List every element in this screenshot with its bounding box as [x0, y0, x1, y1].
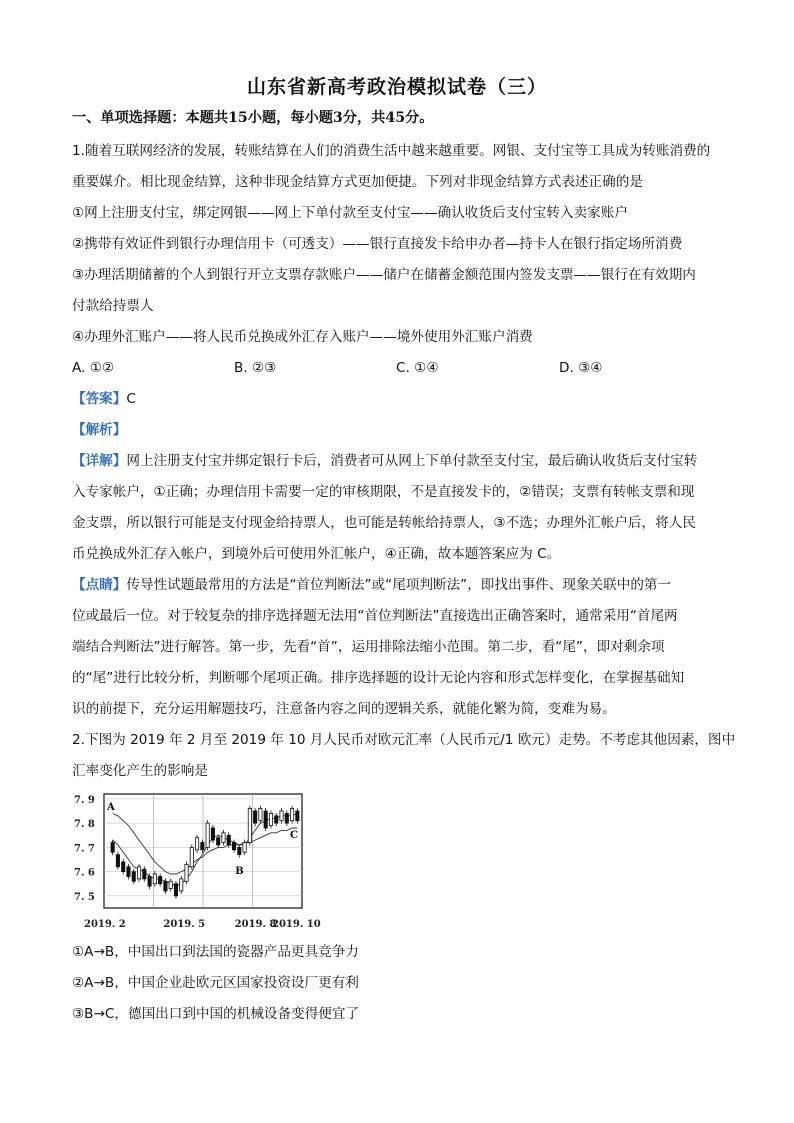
candle-body [111, 843, 114, 853]
q1-tip-line3: 端结合判断法”进行解答。第一步，先看“首”，运用排除法缩小范围。第二步，看“尾”，即对剩余项 [72, 639, 665, 655]
point-label-a: A [107, 802, 115, 814]
q2-statement-2: ②A→B，中国企业赴欧元区国家投资设厂更有利 [72, 975, 359, 991]
x-tick-label: 2019. 10 [272, 919, 321, 930]
candle-body [122, 862, 125, 872]
candle-body [290, 809, 293, 821]
candle-body [222, 833, 225, 843]
candle-body [174, 884, 177, 896]
q1-detail-line3: 金支票，所以银行可能是支付现金给持票人，也可能是转帐给持票人，③不选；办理外汇帐户后，将人民 [72, 515, 696, 531]
candle-body [280, 811, 283, 821]
point-label-b: B [235, 866, 244, 878]
q1-tip-line5: 识的前提下，充分运用解题技巧，注意备内容之间的逻辑关系，就能化繁为简，变难为易。 [72, 701, 616, 717]
x-tick-label: 2019. 8 [234, 919, 277, 930]
q1-statement-4: ④办理外汇账户——将人民币兑换成外汇存入账户——境外使用外汇账户消费 [72, 329, 533, 345]
q1-statement-2: ②携带有效证件到银行办理信用卡（可透支）——银行直接发卡给申办者—持卡人在银行指定场所消费 [72, 236, 683, 252]
q1-option-a: A. ①② [72, 360, 115, 376]
tip-text-1: 传导性试题最常用的方法是“首位判断法”或“尾项判断法”，即找出事件、现象关联中的第一 [126, 577, 672, 593]
point-label-c: C [290, 829, 298, 841]
candle-body [159, 876, 162, 883]
candle-body [269, 813, 272, 825]
q1-answer [72, 389, 136, 409]
candle-body [238, 847, 241, 854]
q1-detail-line2: 入专家帐户，①正确；办理信用卡需要一定的审核期限，不是直接发卡的，②错误；支票有转帐支票和现 [72, 484, 695, 500]
candle-body [190, 847, 193, 866]
q1-tip-line1 [72, 575, 671, 595]
q1-detail-line4: 币兑换成外汇存入帐户，到境外后可使用外汇帐户，④正确，故本题答案应为 C。 [72, 546, 561, 562]
candle-body [153, 874, 156, 884]
q2-stem-line1: 2.下图为 2019 年 2 月至 2019 年 10 月人民币对欧元汇率（人民币元/1 欧元）走势。不考虑其他因素，图中 [72, 732, 736, 748]
q2-stem-line2: 汇率变化产生的影响是 [72, 763, 208, 779]
candle-body [217, 838, 220, 845]
candle-body [285, 813, 288, 823]
candle-body [211, 828, 214, 840]
candle-body [248, 809, 251, 843]
q1-statement-3a: ③办理活期储蓄的个人到银行开立支票存款账户——储户在储蓄金额范围内签发支票——银行在有效期内 [72, 267, 696, 283]
detail-tag: 【详解】 [72, 453, 127, 469]
candle-body [206, 823, 209, 847]
candle-body [132, 872, 135, 882]
section-heading: 一、单项选择题：本题共15小题，每小题3分，共45分。 [72, 110, 434, 126]
q1-option-d: D. ③④ [559, 360, 603, 376]
candle-body [195, 838, 198, 850]
y-tick-label: 7. 8 [74, 819, 95, 831]
y-tick-label: 7. 7 [74, 843, 95, 855]
page-title: 山东省新高考政治模拟试卷（三） [246, 76, 547, 98]
candle-body [227, 835, 230, 845]
q1-option-b: B. ②③ [234, 360, 277, 376]
q1-statement-3b: 付款给持票人 [72, 298, 154, 314]
candle-body [275, 816, 278, 823]
candle-body [164, 881, 167, 891]
q2-statement-1: ①A→B，中国出口到法国的瓷器产品更具竞争力 [72, 944, 359, 960]
candle-body [201, 843, 204, 850]
candle-body [232, 843, 235, 850]
candle-body [259, 809, 262, 821]
q1-tip-line4: 的“尾”进行比较分析，判断哪个尾项正确。排序选择题的设计无论内容和形式怎样变化，在掌握基础知 [72, 670, 685, 686]
q1-detail-line1 [72, 451, 697, 471]
candle-body [254, 811, 257, 823]
candle-body [143, 869, 146, 879]
y-tick-label: 7. 6 [74, 867, 95, 879]
candle-body [137, 867, 140, 879]
candle-body [264, 811, 267, 828]
candle-body [185, 864, 188, 881]
q1-statement-1: ①网上注册支付宝，绑定网银——网上下单付款至支付宝——确认收货后支付宝转入卖家账户 [72, 205, 628, 221]
candle-body [296, 811, 299, 821]
q1-option-c: C. ①④ [396, 360, 439, 376]
answer-tag: 【答案】 [72, 391, 127, 407]
exchange-rate-chart [72, 788, 332, 933]
q2-statement-3: ③B→C，德国出口到中国的机械设备变得便宜了 [72, 1006, 360, 1022]
candle-body [116, 855, 119, 867]
candle-body [169, 881, 172, 888]
detail-text-1: 网上注册支付宝并绑定银行卡后，消费者可从网上下单付款至支付宝，最后确认收货后支付宝转 [126, 453, 698, 469]
q1-stem-line1: 1.随着互联网经济的发展，转账结算在人们的消费生活中越来越重要。网银、支付宝等工具成为转账消费的 [72, 143, 711, 159]
q1-analysis [72, 420, 126, 440]
x-tick-label: 2019. 5 [163, 919, 206, 930]
y-tick-label: 7. 9 [74, 794, 95, 806]
candle-body [243, 843, 246, 853]
answer-value: C [126, 391, 136, 407]
tip-tag: 【点睛】 [72, 577, 127, 593]
analysis-tag: 【解析】 [72, 422, 127, 438]
q1-tip-line2: 位或最后一位。对于较复杂的排序选择题无法用“首位判断法”直接选出正确答案时，通常采用“首尾两 [72, 608, 678, 624]
candle-body [180, 879, 183, 891]
q1-stem-line2: 重要媒介。相比现金结算，这种非现金结算方式更加便捷。下列对非现金结算方式表述正确的是 [72, 174, 643, 190]
x-tick-label: 2019. 2 [84, 919, 126, 930]
y-tick-label: 7. 5 [74, 891, 95, 903]
candle-body [127, 867, 130, 877]
candle-body [148, 876, 151, 886]
